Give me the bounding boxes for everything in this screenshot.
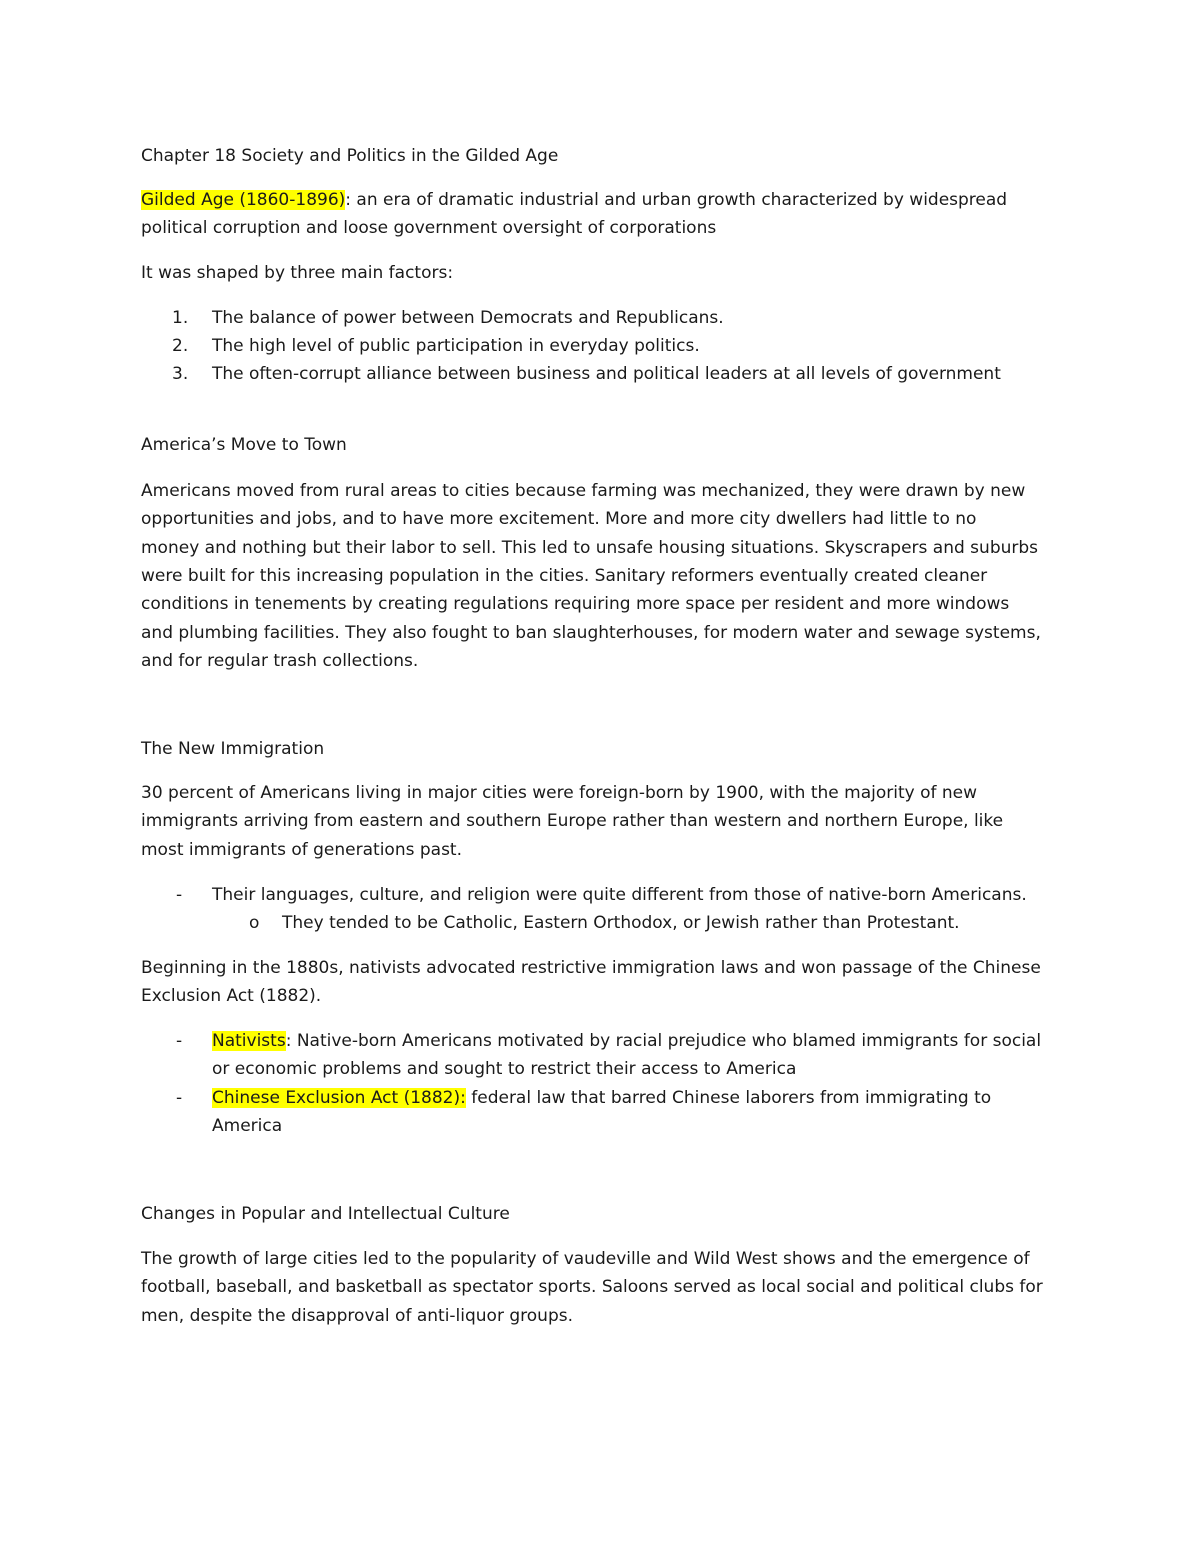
paragraph-line: The growth of large cities led to the popularity of vaudeville and Wild West shows and the emergence of bbox=[141, 1249, 1030, 1269]
paragraph-line: conditions in tenements by creating regulations requiring more space per resident and more windows bbox=[141, 594, 1010, 614]
paragraph-line: Exclusion Act (1882). bbox=[141, 986, 322, 1006]
paragraph-line: 30 percent of Americans living in major cities were foreign-born by 1900, with the majority of new bbox=[141, 783, 978, 803]
gilded-age-colon: : bbox=[345, 190, 352, 210]
factor-number: 2. bbox=[172, 336, 189, 356]
section-heading-culture: Changes in Popular and Intellectual Culture bbox=[141, 1204, 510, 1224]
paragraph-line: opportunities and jobs, and to have more excitement. More and more city dwellers had little to no bbox=[141, 509, 977, 529]
chinese-exclusion-definition-line-1 bbox=[212, 1087, 991, 1109]
nativists-term: Nativists bbox=[212, 1031, 286, 1051]
sub-bullet-item: They tended to be Catholic, Eastern Orthodox, or Jewish rather than Protestant. bbox=[282, 913, 960, 933]
factor-item: The balance of power between Democrats and Republicans. bbox=[212, 308, 724, 328]
factor-number: 1. bbox=[172, 308, 189, 328]
chinese-exclusion-term: Chinese Exclusion Act (1882): bbox=[212, 1088, 466, 1108]
dash-bullet-mark: - bbox=[176, 1088, 183, 1108]
factors-intro: It was shaped by three main factors: bbox=[141, 263, 454, 283]
paragraph-line: money and nothing but their labor to sell. This led to unsafe housing situations. Skyscrapers and suburbs bbox=[141, 538, 1039, 558]
nativists-definition-line-2: or economic problems and sought to restrict their access to America bbox=[212, 1059, 797, 1079]
page-title: Chapter 18 Society and Politics in the Gilded Age bbox=[141, 146, 559, 166]
nativists-def-1: : Native-born Americans motivated by racial prejudice who blamed immigrants for social bbox=[285, 1031, 1042, 1051]
sub-bullet-mark: o bbox=[249, 913, 260, 933]
bullet-item: Their languages, culture, and religion were quite different from those of native-born Americans. bbox=[212, 885, 1027, 905]
paragraph-line: football, baseball, and basketball as spectator sports. Saloons served as local social and political clubs for bbox=[141, 1277, 1043, 1297]
gilded-age-definition-line-1 bbox=[141, 189, 1007, 211]
chinese-exclusion-def-1: federal law that barred Chinese laborers from immigrating to bbox=[465, 1088, 992, 1108]
chinese-exclusion-definition-line-2: America bbox=[212, 1116, 283, 1136]
section-heading-move-to-town: America’s Move to Town bbox=[141, 435, 347, 455]
gilded-age-term: Gilded Age (1860-1896) bbox=[141, 190, 346, 210]
paragraph-line: were built for this increasing population in the cities. Sanitary reformers eventually created cleaner bbox=[141, 566, 988, 586]
factor-item: The high level of public participation in everyday politics. bbox=[212, 336, 700, 356]
paragraph-line: most immigrants of generations past. bbox=[141, 840, 462, 860]
paragraph-line: immigrants arriving from eastern and southern Europe rather than western and northern Europe, like bbox=[141, 811, 1004, 831]
paragraph-line: and plumbing facilities. They also fought to ban slaughterhouses, for modern water and sewage systems, bbox=[141, 623, 1041, 643]
dash-bullet-mark: - bbox=[176, 885, 183, 905]
gilded-age-definition-line-2: political corruption and loose government oversight of corporations bbox=[141, 218, 717, 238]
paragraph-line: men, despite the disapproval of anti-liquor groups. bbox=[141, 1306, 573, 1326]
dash-bullet-mark: - bbox=[176, 1031, 183, 1051]
gilded-age-def-1: an era of dramatic industrial and urban growth characterized by widespread bbox=[351, 190, 1008, 210]
section-heading-new-immigration: The New Immigration bbox=[141, 739, 325, 759]
paragraph-line: Americans moved from rural areas to cities because farming was mechanized, they were drawn by new bbox=[141, 481, 1026, 501]
factor-item: The often-corrupt alliance between business and political leaders at all levels of government bbox=[212, 364, 1001, 384]
nativists-definition-line-1 bbox=[212, 1030, 1041, 1052]
paragraph-line: and for regular trash collections. bbox=[141, 651, 419, 671]
paragraph-line: Beginning in the 1880s, nativists advocated restrictive immigration laws and won passage of the Chinese bbox=[141, 958, 1041, 978]
factor-number: 3. bbox=[172, 364, 189, 384]
